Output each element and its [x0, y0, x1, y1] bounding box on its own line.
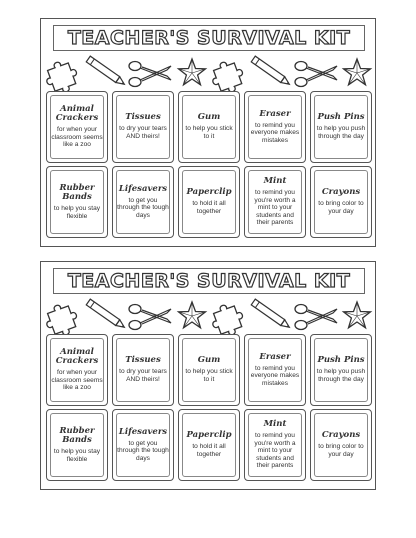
item-description: to get you through the tough days	[117, 439, 169, 462]
item-description: to help you push through the day	[316, 368, 366, 383]
item-card-mint	[244, 166, 306, 238]
item-card-crayons	[310, 409, 372, 481]
survival-kit-1	[40, 18, 376, 247]
item-description: to get you through the tough days	[117, 196, 169, 219]
item-name: Gum	[197, 112, 221, 123]
item-name: Eraser	[259, 108, 291, 119]
item-grid	[46, 334, 372, 481]
item-card-lifesavers	[112, 409, 174, 481]
item-card-mint	[244, 409, 306, 481]
item-card-paperclip	[178, 166, 240, 238]
scissors-icon	[295, 62, 337, 87]
kit-title: TEACHER'S SURVIVAL KIT	[53, 25, 365, 51]
item-name: Paperclip	[186, 187, 232, 198]
item-name: Animal Crackers	[55, 347, 99, 367]
puzzle-piece-icon	[208, 300, 248, 335]
item-name: Lifesavers	[118, 426, 168, 437]
item-name: Paperclip	[186, 430, 232, 441]
puzzle-piece-icon	[42, 300, 82, 335]
pencil-icon	[251, 56, 291, 87]
item-name: Crayons	[321, 430, 361, 441]
item-name: Mint	[263, 419, 287, 430]
item-description: to help you push through the day	[316, 125, 366, 140]
scissors-icon	[129, 62, 171, 87]
item-name: Crayons	[321, 187, 361, 198]
item-description: to bring color to your day	[318, 443, 364, 458]
item-card-push-pins	[310, 334, 372, 406]
item-description: to remind you everyone makes mistakes	[250, 364, 300, 387]
decoration-row	[41, 52, 377, 92]
item-card-push-pins	[310, 91, 372, 163]
puzzle-piece-icon	[42, 57, 82, 92]
item-description: for when your classroom seems like a zoo	[51, 369, 103, 392]
pencil-icon	[251, 299, 291, 330]
puzzle-piece-icon	[208, 57, 248, 92]
item-description: to dry your tears AND theirs!	[119, 125, 167, 140]
item-card-eraser	[244, 334, 306, 406]
item-name: Rubber Bands	[59, 182, 95, 202]
star-icon	[344, 302, 371, 328]
item-card-gum	[178, 91, 240, 163]
item-description: to hold it all together	[192, 200, 226, 215]
scissors-icon	[129, 305, 171, 330]
item-card-rubber-bands	[46, 166, 108, 238]
item-name: Lifesavers	[118, 183, 168, 194]
item-description: to help you stay flexible	[53, 447, 101, 463]
item-name: Push Pins	[317, 112, 365, 123]
item-name: Mint	[263, 176, 287, 187]
item-description: to dry your tears AND theirs!	[119, 368, 167, 383]
item-card-tissues	[112, 334, 174, 406]
item-description: to remind you you're worth a mint to your students and their parents	[254, 432, 296, 470]
item-card-gum	[178, 334, 240, 406]
item-name: Eraser	[259, 351, 291, 362]
item-description: to bring color to your day	[318, 200, 364, 215]
item-card-animal-crackers	[46, 334, 108, 406]
star-icon	[344, 59, 371, 85]
item-description: for when your classroom seems like a zoo	[51, 126, 103, 149]
item-name: Gum	[197, 355, 221, 366]
item-card-tissues	[112, 91, 174, 163]
item-name: Animal Crackers	[55, 104, 99, 124]
survival-kit-2	[40, 261, 376, 490]
item-name: Rubber Bands	[59, 425, 95, 445]
star-icon	[179, 302, 206, 328]
kit-title: TEACHER'S SURVIVAL KIT	[53, 268, 365, 294]
decoration-row	[41, 295, 377, 335]
item-description: to remind you you're worth a mint to your students and their parents	[254, 189, 296, 227]
item-card-paperclip	[178, 409, 240, 481]
item-description: to help you stay flexible	[53, 204, 101, 220]
item-card-lifesavers	[112, 166, 174, 238]
item-description: to remind you everyone makes mistakes	[250, 121, 300, 144]
pencil-icon	[86, 56, 126, 87]
item-card-eraser	[244, 91, 306, 163]
item-description: to help you stick to it	[185, 125, 233, 140]
item-description: to hold it all together	[192, 443, 226, 458]
item-card-rubber-bands	[46, 409, 108, 481]
item-name: Tissues	[125, 355, 161, 366]
item-description: to help you stick to it	[185, 368, 233, 383]
item-card-crayons	[310, 166, 372, 238]
pencil-icon	[86, 299, 126, 330]
item-card-animal-crackers	[46, 91, 108, 163]
item-name: Push Pins	[317, 355, 365, 366]
item-grid	[46, 91, 372, 238]
item-name: Tissues	[125, 112, 161, 123]
star-icon	[179, 59, 206, 85]
scissors-icon	[295, 305, 337, 330]
